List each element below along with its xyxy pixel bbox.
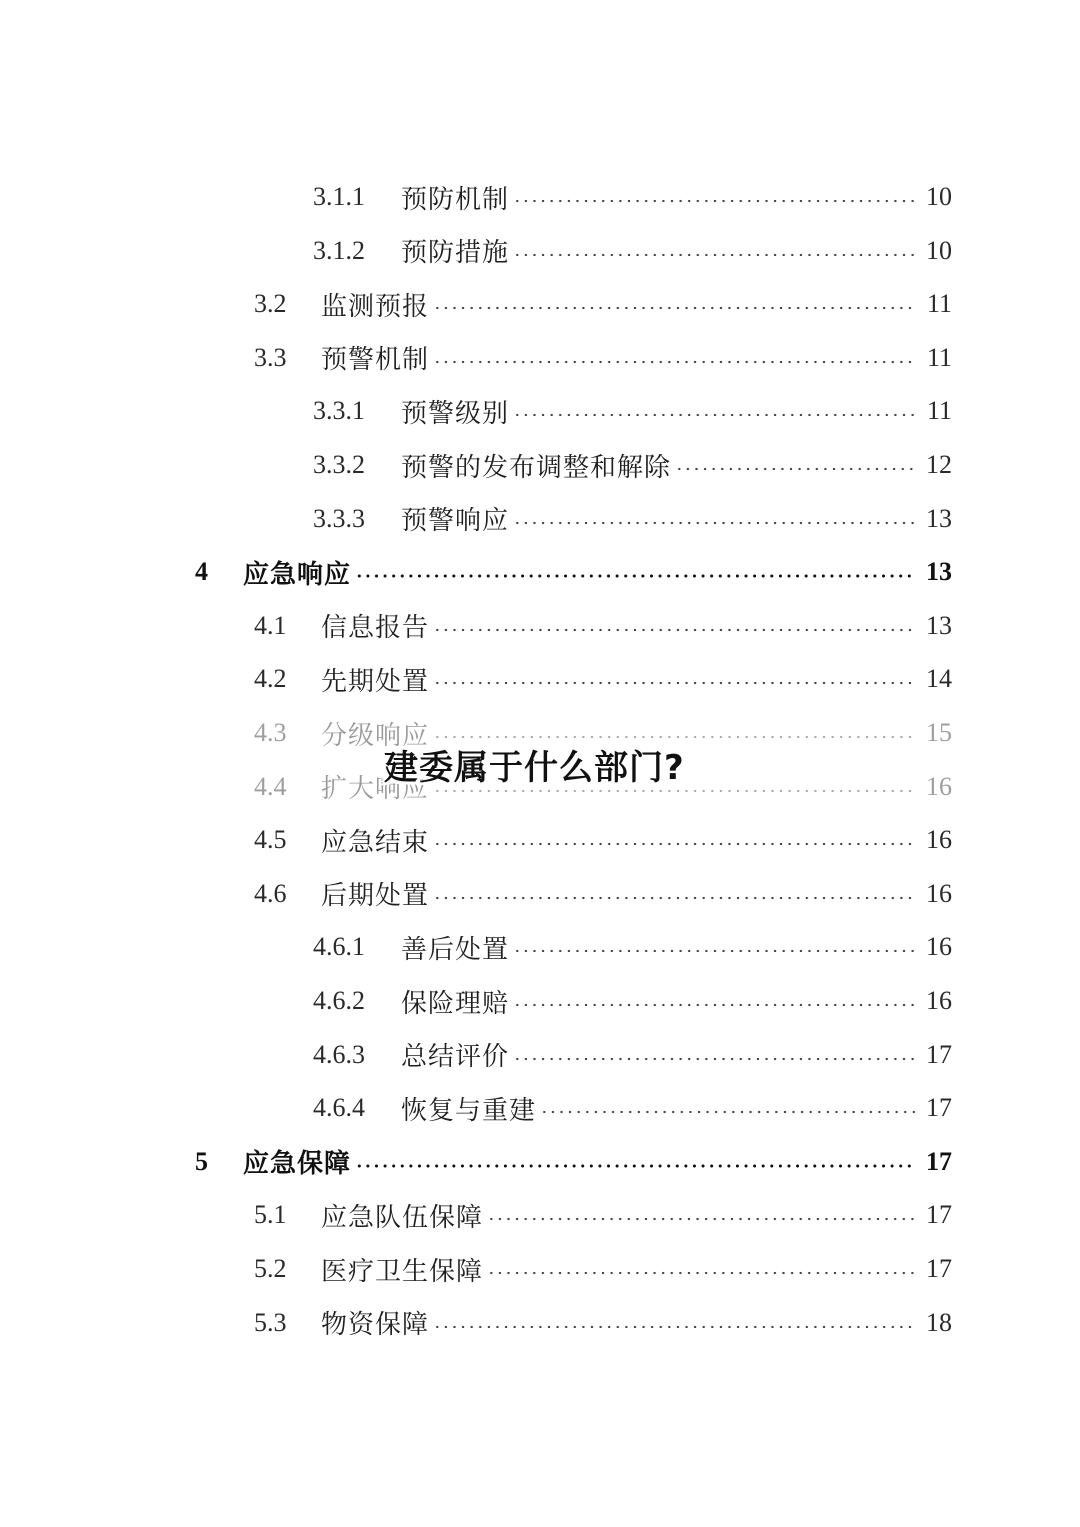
toc-entry-title: 扩大响应 <box>321 774 430 805</box>
toc-entry[interactable] <box>0 981 1080 1021</box>
toc-dot-leader <box>355 1164 916 1168</box>
toc-entry-title: 应急队伍保障 <box>321 1202 484 1233</box>
toc-entry-title: 应急结束 <box>321 827 430 858</box>
toc-entry-number: 3.1.2 <box>313 235 365 265</box>
toc-entry[interactable] <box>0 659 1080 699</box>
toc-entry-page-number: 16 <box>926 878 952 908</box>
toc-entry-number: 4.4 <box>254 771 287 801</box>
toc-entry-number: 4.6.4 <box>313 1093 365 1123</box>
toc-entry[interactable] <box>0 1088 1080 1128</box>
toc-entry-number: 5 <box>195 1146 208 1176</box>
toc-entry[interactable] <box>0 445 1080 485</box>
toc-dot-leader <box>433 1325 916 1329</box>
toc-entry-title: 恢复与重建 <box>401 1095 537 1126</box>
toc-entry[interactable] <box>0 391 1080 431</box>
toc-entry-number: 3.3 <box>254 342 287 372</box>
toc-entry-number: 4.1 <box>254 610 287 640</box>
toc-entry-title: 物资保障 <box>321 1310 430 1341</box>
toc-entry-number: 5.2 <box>254 1254 287 1283</box>
toc-dot-leader <box>355 574 916 578</box>
toc-dot-leader <box>513 199 916 203</box>
toc-entry[interactable] <box>0 177 1080 217</box>
toc-entry-number: 5.1 <box>254 1200 287 1230</box>
toc-entry[interactable] <box>0 552 1080 592</box>
toc-entry[interactable] <box>0 1142 1080 1182</box>
toc-entry[interactable] <box>0 874 1080 914</box>
toc-entry-title: 善后处置 <box>401 934 510 965</box>
toc-entry-title: 医疗卫生保障 <box>321 1256 484 1287</box>
toc-entry-page-number: 16 <box>926 771 952 801</box>
toc-entry-page-number: 11 <box>926 396 952 426</box>
toc-entry-title: 保险理赔 <box>401 988 510 1019</box>
toc-entry-number: 4.6.2 <box>313 986 365 1015</box>
toc-entry-number: 4 <box>195 557 208 587</box>
toc-entry-number: 3.3.3 <box>313 503 365 533</box>
toc-entry[interactable] <box>0 820 1080 860</box>
toc-entry-page-number: 17 <box>926 1039 952 1069</box>
toc-dot-leader <box>433 360 916 364</box>
toc-dot-leader <box>513 1057 916 1061</box>
toc-entry[interactable] <box>0 284 1080 324</box>
toc-entry-number: 4.6.1 <box>313 932 365 962</box>
toc-entry-number: 3.1.1 <box>313 182 365 211</box>
toc-entry-title: 预警机制 <box>321 345 430 376</box>
toc-entry-page-number: 11 <box>926 289 952 319</box>
toc-entry-page-number: 13 <box>926 503 952 533</box>
toc-entry-number: 3.3.1 <box>313 396 365 426</box>
toc-dot-leader <box>433 735 916 739</box>
toc-entry-page-number: 14 <box>926 664 952 694</box>
toc-entry[interactable] <box>0 338 1080 378</box>
toc-entry-number: 4.5 <box>254 825 287 855</box>
toc-dot-leader <box>513 1003 916 1007</box>
toc-entry[interactable] <box>0 927 1080 967</box>
toc-dot-leader <box>513 949 916 953</box>
toc-entry[interactable] <box>0 1035 1080 1075</box>
toc-entry[interactable] <box>0 606 1080 646</box>
toc-entry-page-number: 18 <box>926 1307 952 1337</box>
toc-entry-page-number: 16 <box>926 932 952 962</box>
toc-dot-leader <box>433 789 916 793</box>
toc-dot-leader <box>433 306 916 310</box>
toc-dot-leader <box>487 1217 916 1221</box>
toc-entry-title: 预警级别 <box>401 398 510 429</box>
toc-dot-leader <box>513 253 916 257</box>
overlay-title: 建委属于什么部门? <box>384 748 685 788</box>
toc-entry-number: 4.2 <box>254 664 287 694</box>
toc-dot-leader <box>513 521 916 525</box>
toc-entry-page-number: 12 <box>926 450 952 479</box>
toc-entry-page-number: 16 <box>926 986 952 1015</box>
toc-entry[interactable] <box>0 231 1080 271</box>
toc-entry-page-number: 15 <box>926 718 952 747</box>
toc-entry-title: 先期处置 <box>321 666 430 697</box>
toc-entry[interactable] <box>0 1303 1080 1343</box>
toc-entry-number: 3.2 <box>254 289 287 319</box>
toc-entry-page-number: 10 <box>926 182 952 211</box>
toc-entry-page-number: 17 <box>926 1146 952 1176</box>
toc-dot-leader <box>433 896 916 900</box>
toc-entry[interactable] <box>0 499 1080 539</box>
toc-entry-title: 预警的发布调整和解除 <box>401 452 672 483</box>
toc-entry-page-number: 10 <box>926 235 952 265</box>
toc-dot-leader <box>433 681 916 685</box>
toc-dot-leader <box>487 1271 916 1275</box>
toc-entry-page-number: 13 <box>926 610 952 640</box>
toc-entry[interactable] <box>0 1249 1080 1289</box>
toc-entry-number: 3.3.2 <box>313 450 365 479</box>
toc-entry-title: 预防措施 <box>401 238 510 269</box>
toc-entry-number: 4.3 <box>254 718 287 747</box>
toc-entry-page-number: 13 <box>926 557 952 587</box>
toc-entry-title: 后期处置 <box>321 881 430 912</box>
toc-entry-title: 预防机制 <box>401 184 510 215</box>
toc-entry-page-number: 17 <box>926 1200 952 1230</box>
toc-entry-title: 应急响应 <box>243 559 352 590</box>
toc-entry-number: 4.6 <box>254 878 287 908</box>
toc-dot-leader <box>513 413 916 417</box>
toc-entry[interactable] <box>0 1195 1080 1235</box>
toc-dot-leader <box>540 1110 916 1114</box>
toc-entry-page-number: 11 <box>926 342 952 372</box>
toc-dot-leader <box>433 842 916 846</box>
toc-dot-leader <box>675 467 916 471</box>
toc-entry-title: 总结评价 <box>401 1042 510 1073</box>
toc-entry-page-number: 17 <box>926 1093 952 1123</box>
toc-entry-number: 4.6.3 <box>313 1039 365 1069</box>
toc-entry-number: 5.3 <box>254 1307 287 1337</box>
toc-entry-title: 信息报告 <box>321 613 430 644</box>
toc-entry-title: 分级响应 <box>321 720 430 751</box>
toc-entry-title: 监测预报 <box>321 291 430 322</box>
toc-entry-page-number: 16 <box>926 825 952 855</box>
toc-dot-leader <box>433 628 916 632</box>
toc-entry-title: 预警响应 <box>401 506 510 537</box>
toc-entry-title: 应急保障 <box>243 1149 352 1180</box>
toc-entry-page-number: 17 <box>926 1254 952 1283</box>
